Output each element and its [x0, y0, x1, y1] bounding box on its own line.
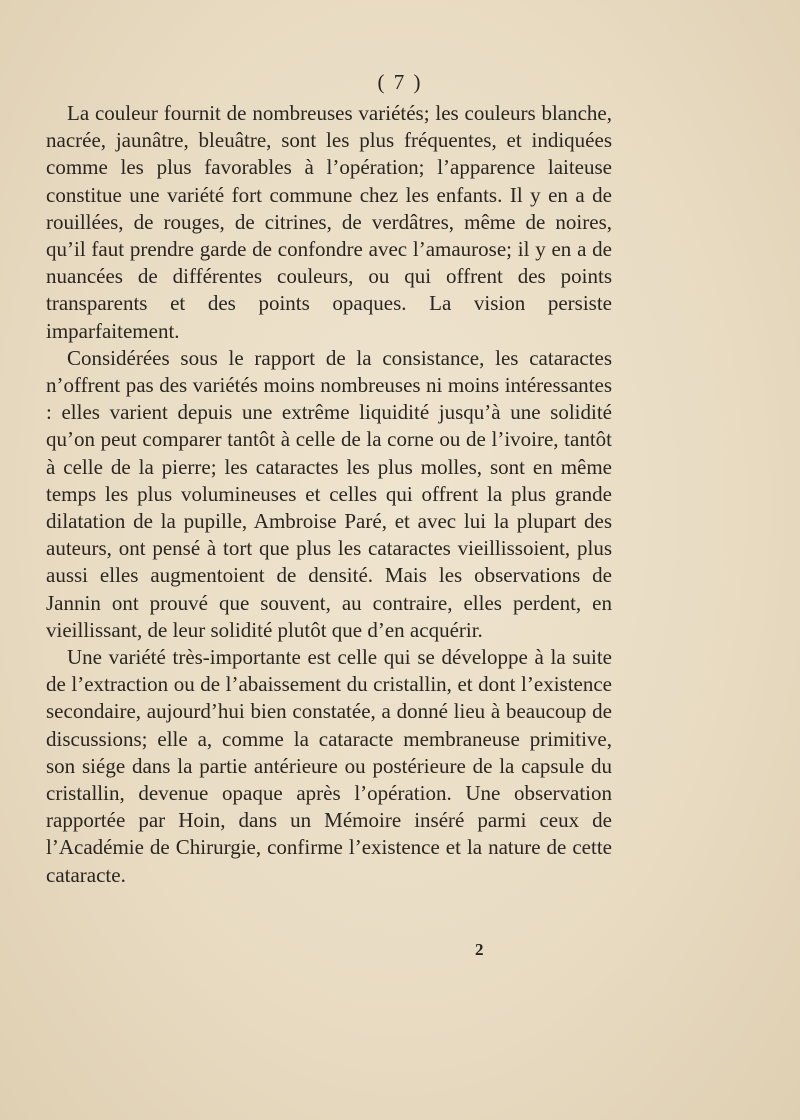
page-number: ( 7 ): [377, 70, 423, 94]
paragraph-color: La couleur fournit de nombreuses variétés; les couleurs blanche, nacrée, jaunâtre, bleuâtre, sont les plus fréquentes, et indiquées comme les plus favorables à l’opération; l’apparence laiteuse constitue une variété fort commune chez les enfants. Il y en a de rouillées, de rouges, de citrines, de verdâtres, même de noires, qu’il faut prendre garde de confondre avec l’amaurose; il y en a de nuancées de différentes couleurs, ou qui offrent des points transparents et des points opaques. La vision persiste imparfaitement.: [46, 101, 612, 343]
paragraph-consistency: Considérées sous le rapport de la consistance, les cataractes n’offrent pas des variétés moins nombreuses ni moins intéressantes : elles varient depuis une extrême liquidité jusqu’à une solidité qu’on peut comparer tantôt à celle de la corne ou de l’ivoire, tantôt à celle de la pierre; les cataractes les plus molles, sont en même temps les plus volumineuses et celles qui offrent la plus grande dilatation de la pupille, Ambroise Paré, et avec lui la plupart des auteurs, ont pensé à tort que plus les cataractes vieillissoient, plus aussi elles augmentoient de densité. Mais les observations de Jannin ont prouvé que souvent, au contraire, elles perdent, en vieillissant, de leur solidité plutôt que d’en acquérir.: [46, 345, 612, 642]
signature-mark: 2: [475, 940, 484, 959]
paragraph-secondary-cataract: Une variété très-importante est celle qui se développe à la suite de l’extraction ou de l’abaissement du cristallin, et dont l’existence secondaire, aujourd’hui bien constatée, a donné lieu à beaucoup de discussions; elle a, comme la cataracte membraneuse primitive, son siége dans la partie antérieure ou postérieure de la capsule du cristallin, devenue opaque après l’opération. Une observation rapportée par Hoin, dans un Mémoire inséré parmi ceux de l’Académie de Chirurgie, confirme l’existence et la nature de cette cataracte.: [46, 645, 612, 887]
body-text: [46, 100, 612, 889]
